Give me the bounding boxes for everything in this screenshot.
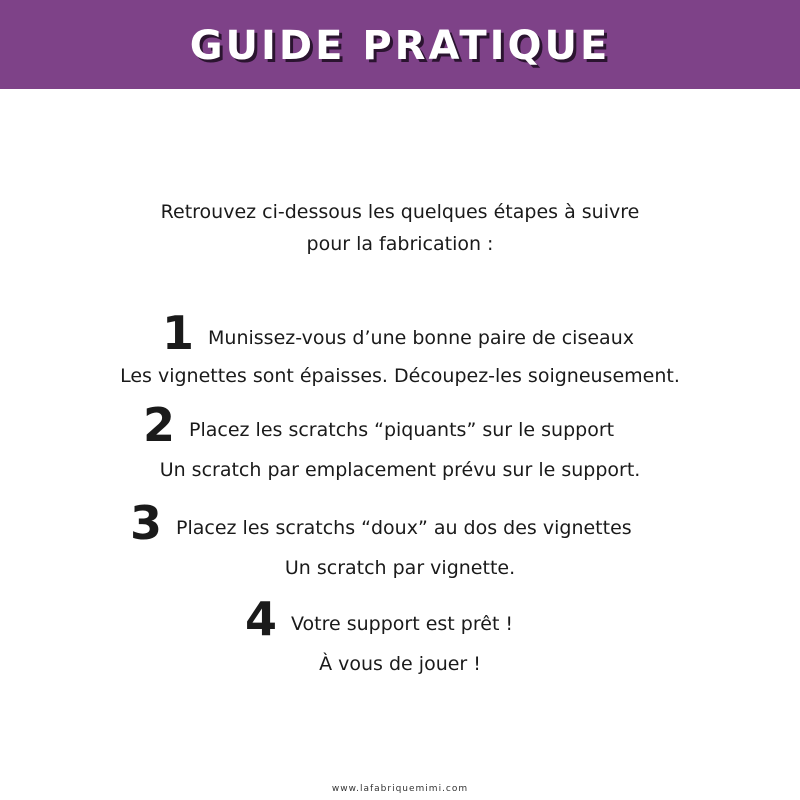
step-3-title: Placez les scratchs “doux” au dos des vignettes bbox=[176, 517, 632, 539]
step-2-title: Placez les scratchs “piquants” sur le support bbox=[189, 419, 615, 441]
step-4-title: Votre support est prêt ! bbox=[291, 613, 514, 635]
step-2-heading bbox=[143, 398, 615, 452]
step-2-number: 2 bbox=[143, 398, 176, 452]
step-4-description: À vous de jouer ! bbox=[319, 653, 481, 675]
step-1-title: Munissez-vous d’une bonne paire de ciseaux bbox=[208, 327, 634, 349]
step-2-description: Un scratch par emplacement prévu sur le support. bbox=[159, 459, 641, 481]
step-3-heading bbox=[130, 496, 632, 550]
intro-line-1: Retrouvez ci-dessous les quelques étapes à suivre bbox=[160, 201, 640, 223]
step-1-description: Les vignettes sont épaisses. Découpez-les soigneusement. bbox=[120, 365, 680, 387]
footer-website: www.lafabriquemimi.com bbox=[331, 784, 469, 794]
step-1-number: 1 bbox=[162, 306, 195, 360]
step-4-heading bbox=[245, 592, 514, 646]
page-title: GUIDE PRATIQUE bbox=[189, 23, 611, 69]
step-3-number: 3 bbox=[130, 496, 163, 550]
intro-line-2: pour la fabrication : bbox=[306, 233, 494, 255]
step-3-description: Un scratch par vignette. bbox=[284, 557, 516, 579]
step-1-heading bbox=[162, 306, 634, 360]
step-4-number: 4 bbox=[245, 592, 278, 646]
header-banner bbox=[0, 0, 800, 89]
